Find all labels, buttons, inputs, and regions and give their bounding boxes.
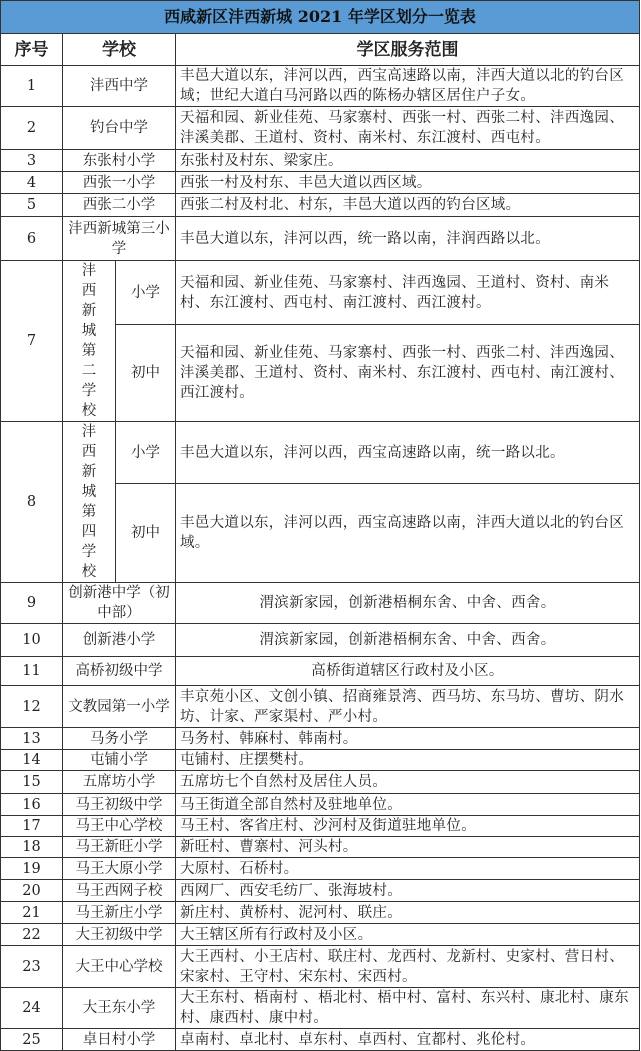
row-number: 11 bbox=[1, 657, 63, 686]
row-number: 6 bbox=[1, 217, 63, 261]
row-number: 19 bbox=[1, 858, 63, 880]
school-name: 马王初级中学 bbox=[63, 794, 176, 816]
service-range: 新旺村、曹寨村、河头村。 bbox=[176, 837, 640, 858]
service-range: 西张二村及村北、村东，丰邑大道以西的钓台区域。 bbox=[176, 194, 640, 217]
table-row bbox=[1, 422, 640, 484]
service-range: 渭滨新家园，创新港梧桐东舍、中舍、西舍。 bbox=[176, 583, 640, 624]
row-number: 2 bbox=[1, 107, 63, 150]
row-number: 4 bbox=[1, 172, 63, 194]
row-number: 25 bbox=[1, 1029, 63, 1051]
school-name: 马务小学 bbox=[63, 728, 176, 750]
school-name: 东张村小学 bbox=[63, 150, 176, 172]
school-level: 初中 bbox=[116, 325, 176, 422]
school-name: 沣西中学 bbox=[63, 66, 176, 107]
school-name: 五席坊小学 bbox=[63, 771, 176, 794]
school-name: 高桥初级中学 bbox=[63, 657, 176, 686]
school-name: 西张一小学 bbox=[63, 172, 176, 194]
table-row bbox=[1, 107, 640, 150]
school-name: 创新港小学 bbox=[63, 624, 176, 657]
table-row bbox=[1, 583, 640, 624]
service-range: 丰京苑小区、文创小镇、招商雍景湾、西马坊、东马坊、曹坊、阴水坊、计家、严家渠村、严小村。 bbox=[176, 686, 640, 728]
row-number: 20 bbox=[1, 880, 63, 902]
service-range: 大原村、石桥村。 bbox=[176, 858, 640, 880]
table-row bbox=[1, 150, 640, 172]
school-name: 卓日村小学 bbox=[63, 1029, 176, 1051]
row-number: 14 bbox=[1, 750, 63, 771]
service-range: 西网厂、西安毛纺厂、张海坡村。 bbox=[176, 880, 640, 902]
table-row bbox=[1, 194, 640, 217]
table-row bbox=[1, 816, 640, 837]
row-number: 1 bbox=[1, 66, 63, 107]
row-number: 7 bbox=[1, 261, 63, 422]
service-range: 西张一村及村东、丰邑大道以西区域。 bbox=[176, 172, 640, 194]
row-number: 13 bbox=[1, 728, 63, 750]
school-name: 屯铺小学 bbox=[63, 750, 176, 771]
service-range: 丰邑大道以东，沣河以西，西宝高速路以南，沣西大道以北的钓台区域。 bbox=[176, 484, 640, 583]
table-row bbox=[1, 1029, 640, 1051]
school-level: 小学 bbox=[116, 422, 176, 484]
table-title: 西咸新区沣西新城 2021 年学区划分一览表 bbox=[1, 1, 640, 34]
school-name: 文教园第一小学 bbox=[63, 686, 176, 728]
school-name: 马王中心学校 bbox=[63, 816, 176, 837]
school-name: 马王新庄小学 bbox=[63, 902, 176, 924]
table-row bbox=[1, 686, 640, 728]
table-row bbox=[1, 172, 640, 194]
table-row bbox=[1, 728, 640, 750]
table-row bbox=[1, 902, 640, 924]
school-name: 马王大原小学 bbox=[63, 858, 176, 880]
table-row bbox=[1, 750, 640, 771]
row-number: 10 bbox=[1, 624, 63, 657]
table-row bbox=[1, 794, 640, 816]
school-name: 钓台中学 bbox=[63, 107, 176, 150]
service-range: 东张村及村东、梁家庄。 bbox=[176, 150, 640, 172]
school-level: 小学 bbox=[116, 261, 176, 325]
row-number: 9 bbox=[1, 583, 63, 624]
service-range: 卓南村、卓北村、卓东村、卓西村、宜都村、兆伦村。 bbox=[176, 1029, 640, 1051]
service-range: 丰邑大道以东，沣河以西，西宝高速路以南，统一路以北。 bbox=[176, 422, 640, 484]
row-number: 18 bbox=[1, 837, 63, 858]
service-range: 五席坊七个自然村及居住人员。 bbox=[176, 771, 640, 794]
table-row bbox=[1, 837, 640, 858]
table-row bbox=[1, 771, 640, 794]
service-range: 高桥街道辖区行政村及小区。 bbox=[176, 657, 640, 686]
service-range: 马务村、韩麻村、韩南村。 bbox=[176, 728, 640, 750]
service-range: 大王辖区所有行政村及小区。 bbox=[176, 924, 640, 946]
service-range: 新庄村、黄桥村、泥河村、联庄。 bbox=[176, 902, 640, 924]
school-name: 沣西新城第二学校 bbox=[63, 261, 116, 422]
service-range: 天福和园、新业佳苑、马家寨村、西张一村、西张二村、沣西逸园、沣溪美郡、王道村、资村、南米村、东江渡村、西屯村。 bbox=[176, 107, 640, 150]
school-name: 马王新旺小学 bbox=[63, 837, 176, 858]
service-range: 马王村、客省庄村、沙河村及街道驻地单位。 bbox=[176, 816, 640, 837]
row-number: 24 bbox=[1, 988, 63, 1029]
table-row bbox=[1, 880, 640, 902]
row-number: 17 bbox=[1, 816, 63, 837]
table-body bbox=[1, 66, 640, 1051]
row-number: 22 bbox=[1, 924, 63, 946]
row-number: 3 bbox=[1, 150, 63, 172]
row-number: 5 bbox=[1, 194, 63, 217]
school-name: 沣西新城第四学校 bbox=[63, 422, 116, 583]
row-number: 12 bbox=[1, 686, 63, 728]
table-row bbox=[1, 924, 640, 946]
table-row bbox=[1, 624, 640, 657]
row-number: 23 bbox=[1, 946, 63, 988]
table-row bbox=[1, 946, 640, 988]
table-row bbox=[1, 988, 640, 1029]
service-range: 大王西村、小王店村、联庄村、龙西村、龙新村、史家村、营日村、宋家村、王守村、宋东村、宋西村。 bbox=[176, 946, 640, 988]
school-name: 沣西新城第三小学 bbox=[63, 217, 176, 261]
table-row bbox=[1, 261, 640, 325]
table-row bbox=[1, 858, 640, 880]
service-range: 渭滨新家园，创新港梧桐东舍、中舍、西舍。 bbox=[176, 624, 640, 657]
table-row bbox=[1, 66, 640, 107]
header-school: 学校 bbox=[63, 34, 176, 66]
table-row bbox=[1, 217, 640, 261]
school-name: 大王中心学校 bbox=[63, 946, 176, 988]
row-number: 15 bbox=[1, 771, 63, 794]
service-range: 天福和园、新业佳苑、马家寨村、沣西逸园、王道村、资村、南米村、东江渡村、西屯村、南江渡村、西江渡村。 bbox=[176, 261, 640, 325]
row-number: 16 bbox=[1, 794, 63, 816]
service-range: 天福和园、新业佳苑、马家寨村、西张一村、西张二村、沣西逸园、沣溪美郡、王道村、资村、南米村、东江渡村、西屯村、南江渡村、西江渡村。 bbox=[176, 325, 640, 422]
school-name: 西张二小学 bbox=[63, 194, 176, 217]
row-number: 21 bbox=[1, 902, 63, 924]
school-name: 大王初级中学 bbox=[63, 924, 176, 946]
school-name: 大王东小学 bbox=[63, 988, 176, 1029]
service-range: 丰邑大道以东，沣河以西，统一路以南，沣润西路以北。 bbox=[176, 217, 640, 261]
header-index: 序号 bbox=[1, 34, 63, 66]
school-name: 马王西网子校 bbox=[63, 880, 176, 902]
service-range: 马王街道全部自然村及驻地单位。 bbox=[176, 794, 640, 816]
header-range: 学区服务范围 bbox=[176, 34, 640, 66]
table-row bbox=[1, 657, 640, 686]
service-range: 大王东村、梧南村 、梧北村、梧中村、富村、东兴村、康北村、康东村、康西村、康中村。 bbox=[176, 988, 640, 1029]
school-name: 创新港中学（初中部） bbox=[63, 583, 176, 624]
school-level: 初中 bbox=[116, 484, 176, 583]
row-number: 8 bbox=[1, 422, 63, 583]
service-range: 丰邑大道以东，沣河以西，西宝高速路以南，沣西大道以北的钓台区域；世纪大道白马河路以西的陈杨办辖区居住户子女。 bbox=[176, 66, 640, 107]
service-range: 屯铺村、庄摆樊村。 bbox=[176, 750, 640, 771]
